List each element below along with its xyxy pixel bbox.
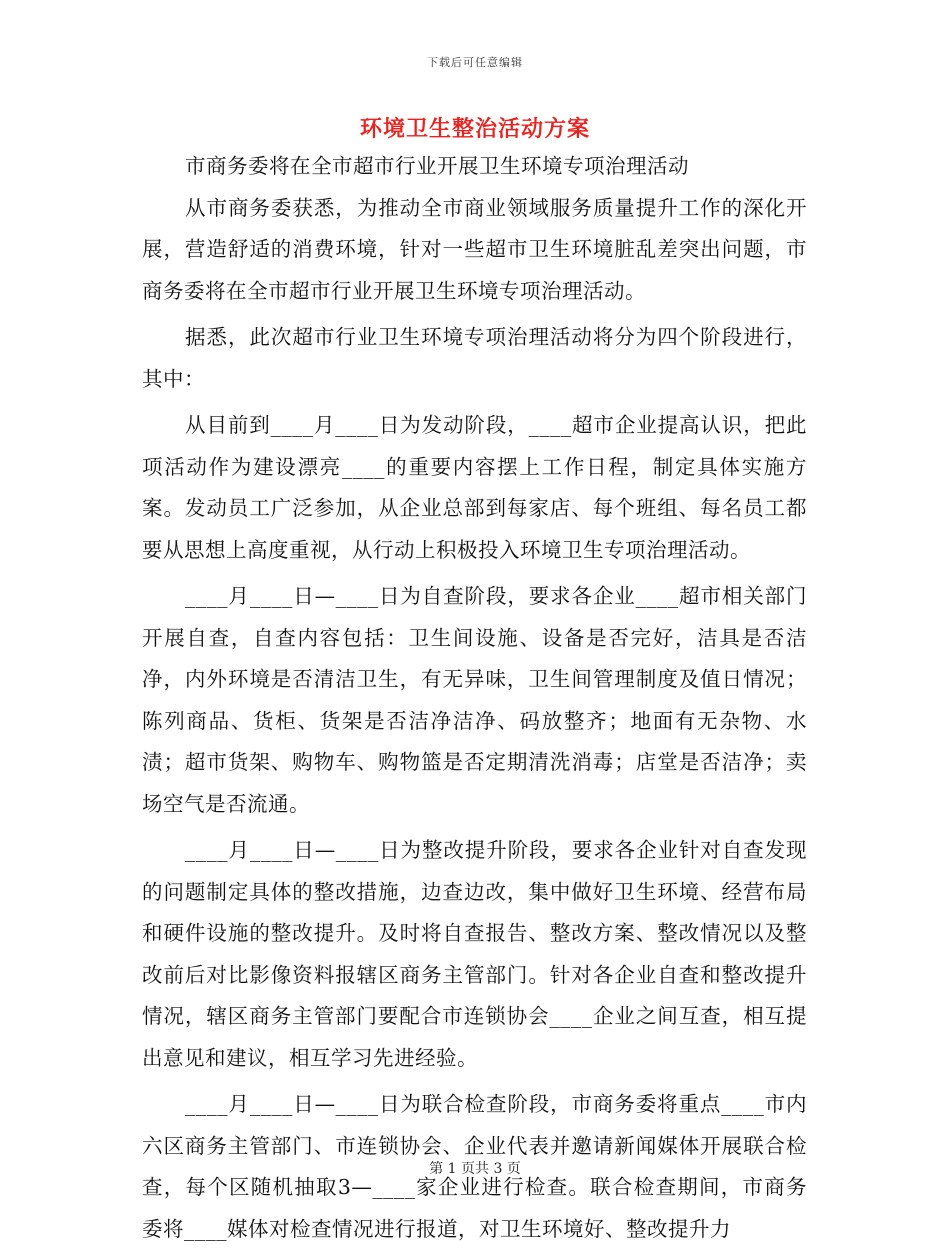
document-body <box>142 146 807 1250</box>
paragraph-1: 市商务委将在全市超市行业开展卫生环境专项治理活动 <box>185 154 690 178</box>
document-title: 环境卫生整治活动方案 <box>359 116 590 142</box>
paragraph-5: ____月____日—____日为自查阶段，要求各企业____超市相关部门开展自查，自查内容包括：卫生间设施、设备是否完好，洁具是否洁净，内外环境是否清洁卫生，有无异味，卫生间管理制度及值日情况；陈列商品、货柜、货架是否洁净洁净、码放整齐；地面有无杂物、水渍；超市货架、购物车、购物篮是否定期清洗消毒；店堂是否洁净；卖场空气是否流通。 <box>142 584 807 816</box>
paragraph-4: 从目前到____月____日为发动阶段，____超市企业提高认识，把此项活动作为建设漂亮____的重要内容摆上工作日程，制定具体实施方案。发动员工广泛参加，从企业总部到每家店、每个班组、每名员工都要从思想上高度重视，从行动上积极投入环境卫生专项治理活动。 <box>142 413 807 562</box>
paragraph-7: ____月____日—____日为联合检查阶段，市商务委将重点____市内六区商务主管部门、市连锁协会、企业代表并邀请新闻媒体开展联合检查，每个区随机抽取3—____家企业进行检查。联合检查期间，市商务委将____媒体对检查情况进行报道，对卫生环境好、整改提升力 <box>142 1092 807 1241</box>
page-number-footer: 第 1 页共 3 页 <box>429 1161 521 1177</box>
paragraph-6: ____月____日—____日为整改提升阶段，要求各企业针对自查发现的问题制定具体的整改措施，边查边改，集中做好卫生环境、经营布局和硬件设施的整改提升。及时将自查报告、整改方案、整改情况以及整改前后对比影像资料报辖区商务主管部门。针对各企业自查和整改提升情况，辖区商务主管部门要配合市连锁协会____企业之间互查，相互提出意见和建议，相互学习先进经验。 <box>142 838 807 1070</box>
header-note: 下载后可任意编辑 <box>427 56 523 69</box>
paragraph-2: 从市商务委获悉，为推动全市商业领域服务质量提升工作的深化开展，营造舒适的消费环境，针对一些超市卫生环境脏乱差突出问题，市商务委将在全市超市行业开展卫生环境专项治理活动。 <box>142 195 807 303</box>
paragraph-3: 据悉，此次超市行业卫生环境专项治理活动将分为四个阶段进行，其中： <box>142 325 807 391</box>
